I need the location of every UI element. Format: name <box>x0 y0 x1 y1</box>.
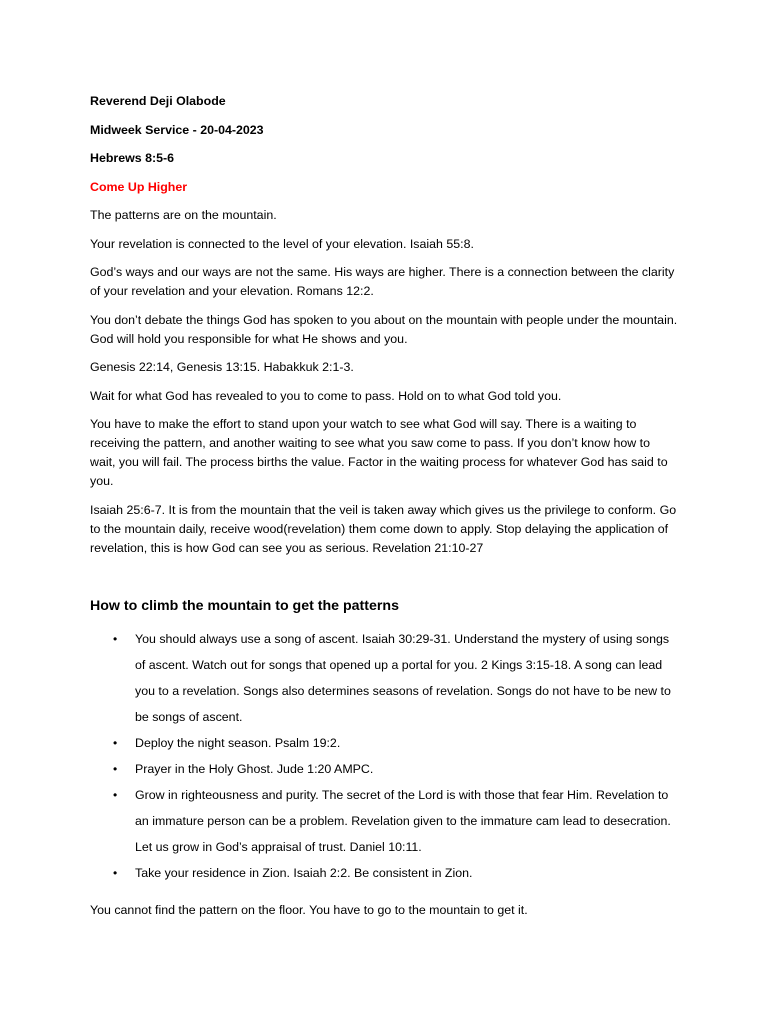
section-heading: How to climb the mountain to get the patterns <box>90 597 399 614</box>
sermon-title: Come Up Higher <box>90 179 188 194</box>
paragraph: God’s ways and our ways are not the same. His ways are higher. There is a connection between the clarity of your revelation and your elevation. Romans 12:2. <box>90 265 675 298</box>
paragraph: Genesis 22:14, Genesis 13:15. Habakkuk 2:1-3. <box>90 360 354 374</box>
list-item <box>90 756 678 782</box>
author-name: Reverend Deji Olabode <box>90 94 226 108</box>
list-item <box>90 782 678 860</box>
bullet-icon: • <box>113 865 118 880</box>
bullet-icon: • <box>113 761 118 776</box>
paragraph: The patterns are on the mountain. <box>90 208 277 222</box>
bullet-list <box>90 626 678 886</box>
bullet-icon: • <box>113 787 118 802</box>
paragraph: Wait for what God has revealed to you to come to pass. Hold on to what God told you. <box>90 388 562 403</box>
closing-paragraph: You cannot find the pattern on the floor. You have to go to the mountain to get it. <box>90 902 528 917</box>
service-date: Midweek Service - 20-04-2023 <box>90 122 264 137</box>
bullet-icon: • <box>113 631 118 646</box>
list-item-text: Prayer in the Holy Ghost. Jude 1:20 AMPC. <box>135 761 374 776</box>
list-item <box>90 730 678 756</box>
paragraph: You don’t debate the things God has spoken to you about on the mountain with people under the mountain. God will hold you responsible for what He shows and you. <box>90 312 678 346</box>
list-item <box>90 626 678 730</box>
list-item-text: Grow in righteousness and purity. The secret of the Lord is with those that fear Him. Revelation to an immature person can be a problem. Revelation given to the immature cam lead to desecration. Let us grow in God’s appraisal of trust. Daniel 10:11. <box>135 787 671 854</box>
paragraph: Your revelation is connected to the level of your elevation. Isaiah 55:8. <box>90 236 474 251</box>
scripture-reference: Hebrews 8:5-6 <box>90 151 175 165</box>
list-item-text: Take your residence in Zion. Isaiah 2:2. Be consistent in Zion. <box>135 865 473 880</box>
list-item <box>90 860 678 886</box>
paragraph: You have to make the effort to stand upon your watch to see what God will say. There is a waiting to receiving the pattern, and another waiting to see what you saw come to pass. If you don’t know how to wait, you will fail. The process births the value. Factor in the waiting process for whatever God has said to you. <box>90 417 668 488</box>
document-page <box>90 92 678 929</box>
bullet-icon: • <box>113 735 118 750</box>
list-item-text: You should always use a song of ascent. Isaiah 30:29-31. Understand the mystery of using songs of ascent. Watch out for songs that opened up a portal for you. 2 Kings 3:15-18. A song can lead you to a revelation. Songs also determines seasons of revelation. Songs do not have to be new to be songs of ascent. <box>135 631 671 724</box>
list-item-text: Deploy the night season. Psalm 19:2. <box>135 735 341 750</box>
paragraph: Isaiah 25:6-7. It is from the mountain that the veil is taken away which gives us the privilege to conform. Go to the mountain daily, receive wood(revelation) them come down to apply. Stop delaying the application of revelation, this is how God can see you as serious. Revelation 21:10-27 <box>90 502 677 555</box>
